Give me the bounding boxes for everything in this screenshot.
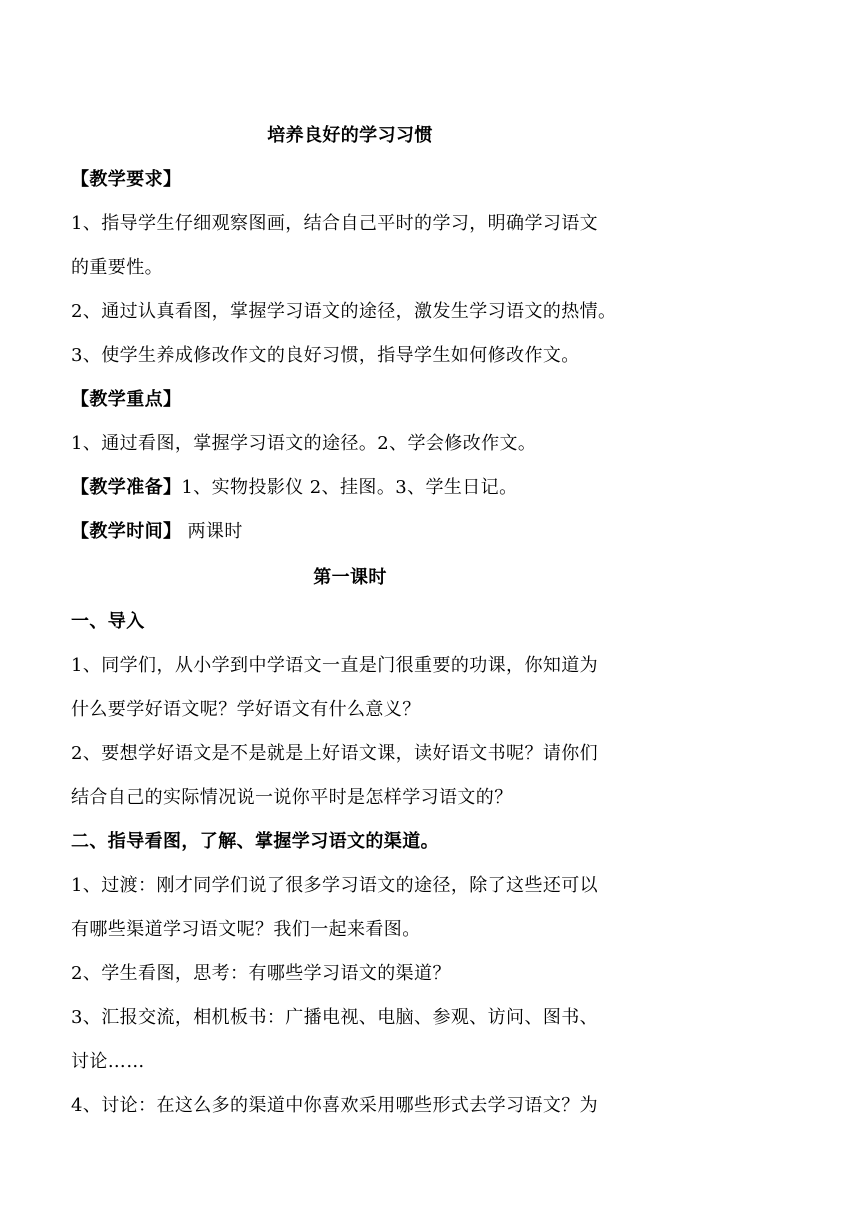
lesson-title: 第一课时 — [313, 567, 387, 588]
time-text: 两课时 — [181, 521, 243, 542]
section-1-item-1-line-2: 什么要学好语文呢？学好语文有什么意义？ — [71, 699, 421, 720]
requirements-item-2: 2、通过认真看图，掌握学习语文的途径，激发生学习语文的热情。 — [71, 301, 617, 322]
section-2-item-3-line-1: 3、汇报交流，相机板书：广播电视、电脑、参观、访问、图书、 — [71, 1007, 599, 1028]
section-1-heading: 一、导入 — [71, 611, 145, 632]
document-title: 培养良好的学习习惯 — [267, 125, 433, 146]
section-1-item-2-line-2: 结合自己的实际情况说一说你平时是怎样学习语文的？ — [71, 787, 513, 808]
preparation-heading: 【教学准备】 — [71, 477, 182, 498]
section-2-heading: 二、指导看图，了解、掌握学习语文的渠道。 — [71, 831, 439, 852]
key-points-heading: 【教学重点】 — [71, 389, 182, 410]
preparation-text: 1、实物投影仪 2、挂图。3、学生日记。 — [181, 477, 518, 498]
section-1-item-2-line-1: 2、要想学好语文是不是就是上好语文课，读好语文书呢？请你们 — [71, 743, 599, 764]
requirements-item-1-line-1: 1、指导学生仔细观察图画，结合自己平时的学习，明确学习语文 — [71, 213, 599, 234]
section-2-item-1-line-1: 1、过渡：刚才同学们说了很多学习语文的途径，除了这些还可以 — [71, 875, 599, 896]
requirements-item-1-line-2: 的重要性。 — [71, 257, 163, 278]
section-2-item-3-line-2: 讨论…… — [71, 1051, 145, 1072]
section-2-item-2: 2、学生看图，思考：有哪些学习语文的渠道？ — [71, 963, 451, 984]
time-line — [71, 520, 641, 544]
section-2-item-4-line-1: 4、讨论：在这么多的渠道中你喜欢采用哪些形式去学习语文？为 — [71, 1095, 599, 1116]
section-1-item-1-line-1: 1、同学们，从小学到中学语文一直是门很重要的功课，你知道为 — [71, 655, 599, 676]
time-heading: 【教学时间】 — [71, 521, 182, 542]
requirements-heading: 【教学要求】 — [71, 169, 182, 190]
section-2-item-1-line-2: 有哪些渠道学习语文呢？我们一起来看图。 — [71, 919, 421, 940]
key-points-text: 1、通过看图，掌握学习语文的途径。2、学会修改作文。 — [71, 433, 537, 454]
requirements-item-3: 3、使学生养成修改作文的良好习惯，指导学生如何修改作文。 — [71, 345, 580, 366]
preparation-line — [71, 476, 641, 500]
